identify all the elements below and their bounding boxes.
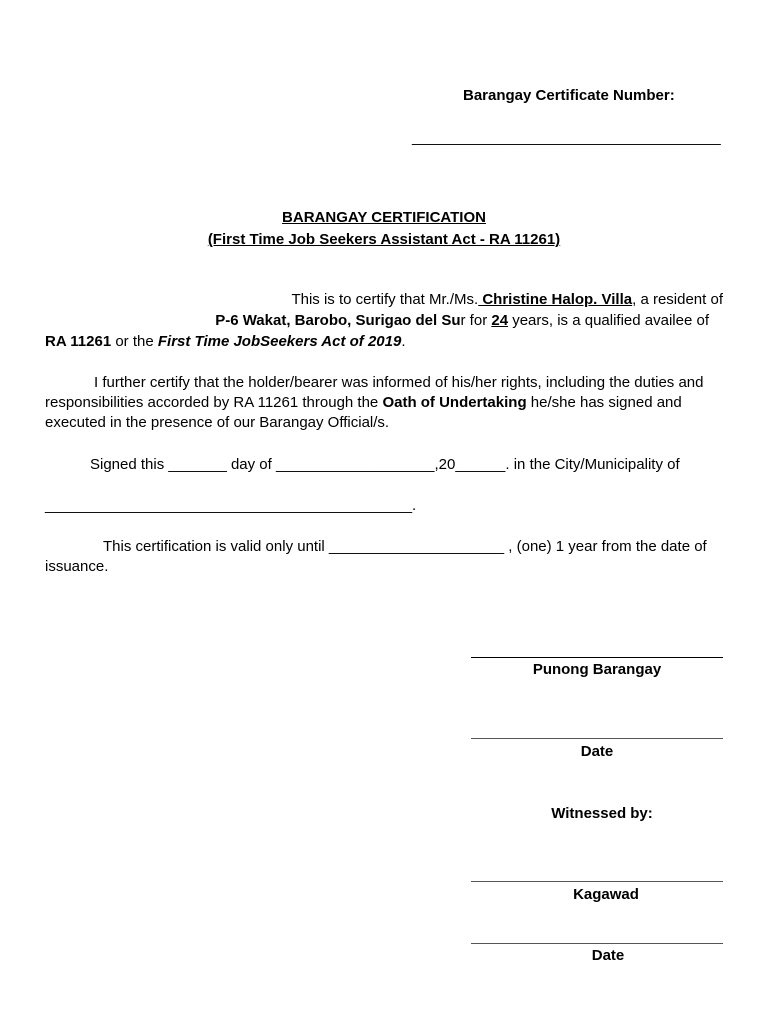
para1-line1 (291, 290, 723, 310)
signature-line-date1 (471, 738, 723, 739)
period: . (401, 333, 406, 350)
act-name: First Time JobSeekers Act of 2019 (157, 333, 402, 350)
ra-number: RA 11261 (45, 333, 112, 350)
certificate-number-label: Barangay Certificate Number: (463, 87, 675, 104)
para2-line2-post: he/she has signed and (526, 394, 682, 411)
address: P-6 Wakat, Barobo, Surigao del Su (215, 312, 461, 329)
witnessed-by-label: Witnessed by: (551, 805, 653, 822)
punong-barangay-label: Punong Barangay (532, 661, 662, 678)
oath-of-undertaking: Oath of Undertaking (382, 394, 527, 411)
validity-line2: issuance. (45, 558, 109, 575)
para2-line3: executed in the presence of our Barangay Official/s. (45, 414, 390, 431)
para2-line1: I further certify that the holder/bearer was informed of his/her rights, including the duties and (94, 374, 704, 391)
years-value: 24 (491, 312, 509, 329)
signature-line-punong-barangay (471, 657, 723, 658)
validity-line1: This certification is valid only until _____________________ , (one) 1 year from the date of (103, 538, 707, 555)
or-the-text: or the (111, 333, 158, 350)
signature-line-date2 (471, 943, 723, 944)
signature-line-kagawad (471, 881, 723, 882)
document-subtitle: (First Time Job Seekers Assistant Act - RA 11261) (207, 231, 561, 248)
city-municipality-line: ____________________________________________. (45, 497, 417, 514)
para2-line2 (45, 393, 682, 413)
resident-of-text: , a resident of (632, 291, 723, 308)
document-title: BARANGAY CERTIFICATION (282, 209, 486, 226)
intro-text: This is to certify that Mr./Ms. (291, 291, 479, 308)
signed-this-line: Signed this _______ day of ___________________,20______. in the City/Municipality of (90, 456, 680, 473)
qualified-text: years, is a qualified availee of (508, 312, 709, 329)
date-label-1: Date (580, 743, 614, 760)
date-label-2: Date (591, 947, 625, 964)
recipient-name: Christine Halop. Villa (478, 291, 633, 308)
para1-line2 (215, 311, 709, 331)
para1-line3 (45, 332, 406, 352)
address-tail: r for (460, 312, 492, 329)
para2-line2-pre: responsibilities accorded by RA 11261 through the (45, 394, 383, 411)
kagawad-label: Kagawad (573, 886, 639, 903)
certificate-number-line: _____________________________________ (412, 129, 721, 146)
